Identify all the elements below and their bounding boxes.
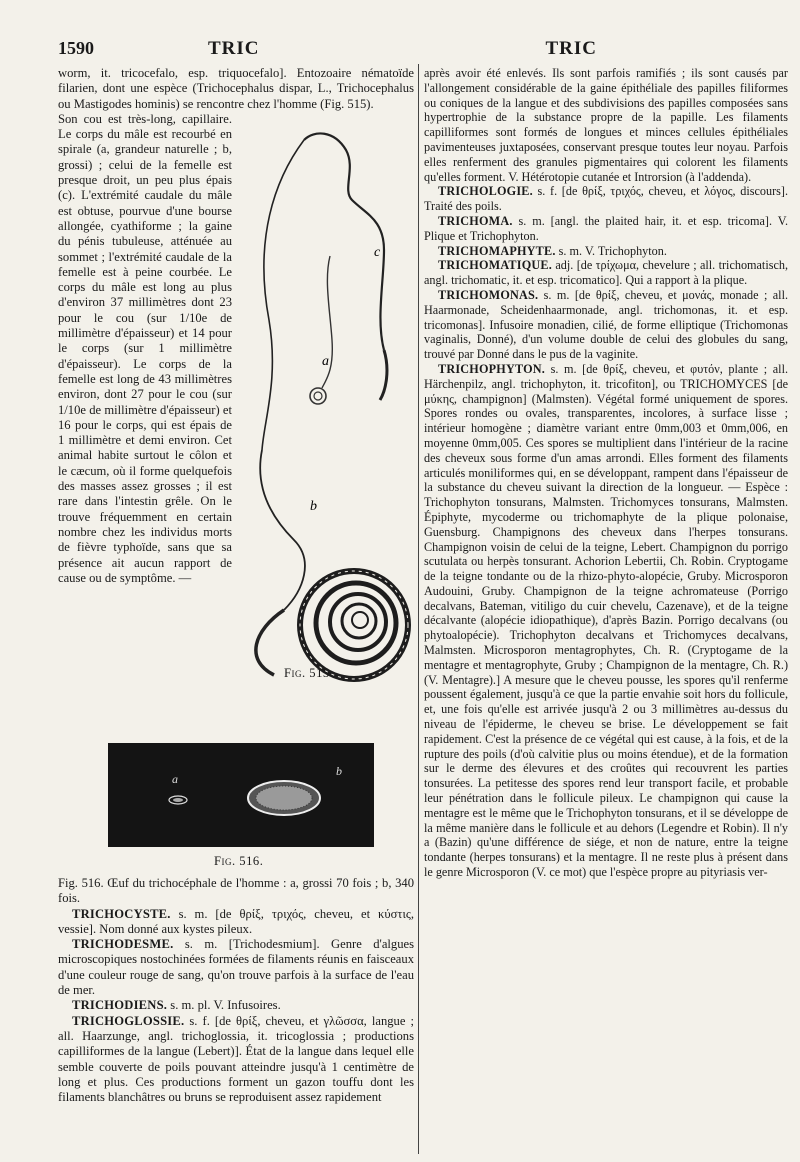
- figure-515-label-b: b: [310, 499, 317, 514]
- figure-516-legend: Fig. 516. Œuf du trichocéphale de l'homme : a, grossi 70 fois ; b, 340 fois.: [58, 876, 414, 906]
- running-head-left: TRIC: [208, 38, 260, 59]
- definition: s. m. [de θρίξ, τριχός, cheveu, et κύστις, vessie]. Nom donné aux kystes pileux.: [58, 906, 414, 936]
- column-divider: [418, 64, 419, 1154]
- entry-trichomaphyte: [424, 244, 788, 259]
- headword: TRICHOLOGIE.: [438, 184, 533, 199]
- right-column: [424, 66, 788, 880]
- entry-trichodesme: [58, 937, 414, 998]
- headword: TRICHOPHYTON.: [438, 361, 545, 376]
- entry-trichophyton: [424, 362, 788, 880]
- figure-515-label-c: c: [374, 245, 381, 260]
- entry-trichomonas: [424, 288, 788, 362]
- entry-trichologie: [424, 184, 788, 214]
- entry-trichomatique: [424, 258, 788, 288]
- headword: TRICHOMAPHYTE.: [438, 243, 556, 258]
- definition: s. f. [de θρίξ, τριχός, cheveu, et λόγος, discours]. Traité des poils.: [424, 184, 788, 214]
- headword: TRICHOMATIQUE.: [438, 258, 552, 273]
- page-header: [58, 38, 782, 62]
- trichocephale-description: Son cou est très-long, capillaire. Le corps du mâle est recourbé en spirale (a, grandeur naturelle ; b, grossi) ; celui de la femelle est presque droit, un peu plus épais (c). L'extrémité caudale du mâle est obtuse, pourvue d'une bourse allongée, cyathiforme ; la gaine du pénis tubuleuse, atténuée au sommet ; l'extrémité caudale de la femelle est à peine courbée. Le corps du mâle est long au plus d'environ 37 millimètres dont 23 pour le cou (sur 1/10e de millimètre d'épaisseur) et 14 pour le corps (sur 1 millimètre d'épaisseur). Le corps de la femelle est long de 43 millimètres environ, dont 27 pour le cou (sur 1/10e de millimètre d'épaisseur) et 16 pour le corps, qui est épais de 1 millimètre et demi environ. Cet animal habite surtout le côlon et le cæcum, où il forme quelquefois des masses assez grosses ; il est rare dans l'intestin grêle. On le trouve fréquemment en certain nombre chez les individus morts de fièvre typhoïde, sans que sa présence ait aucun rapport de cause ou de symptôme. —: [58, 111, 232, 585]
- entry-trichoglossie: [58, 1014, 414, 1106]
- definition: adj. [de τρίχωμα, chevelure ; all. trichomatisch, angl. trichomatic, it. et esp. tricomatico]. Qui a rapport à la plique.: [424, 258, 788, 288]
- figure-wrapped-text: [58, 112, 232, 586]
- headword: TRICHOMA.: [438, 213, 513, 228]
- figure-516-label-a: a: [172, 772, 178, 786]
- definition: s. f. [de θρίξ, cheveu, et γλῶσσα, langue ; all. Haarzunge, angl. trichoglossia, it. tricoglossia ; productions capilliformes de la langue (Lebert)]. État de la langue dans lequel elle semble couverte de poils pouvant atteindre jusqu'à 1 centimètre de long et plus. Ces productions forment un gazon touffu dont les filaments blanchâtres ou bruns se reproduisent assez rapidement: [58, 1013, 414, 1105]
- definition: s. m. V. Trichophyton.: [555, 243, 667, 258]
- figure-515-label-a: a: [322, 354, 329, 369]
- headword: TRICHODIENS.: [72, 998, 168, 1013]
- definition: s. m. [de θρίξ, cheveu, et μονάς, monade ; all. Haarmonade, Scheidenhaarmonade, angl. trichomonas, it. et esp. tricomonas]. Infusoire monadien, cilié, de forme elliptique (Trichomonas vaginalis, Donné), d'un volume double de celui des globules du sang, trouvé par Donné dans le pus de la vaginite.: [424, 287, 788, 362]
- left-column-lower: [58, 876, 414, 1105]
- definition: s. m. [angl. the plaited hair, it. et esp. tricoma]. V. Plique et Trichophyton.: [424, 213, 788, 243]
- running-head-right: TRIC: [545, 38, 597, 59]
- entry-trichocyste: [58, 907, 414, 938]
- figure-515-worm-illustration: [234, 120, 414, 690]
- left-column: [58, 66, 414, 1156]
- entry-trichodiens: [58, 998, 414, 1013]
- headword: TRICHOMONAS.: [438, 287, 539, 302]
- definition: s. m. [de θρίξ, cheveu, et φυτόν, plante ; all. Härchenpilz, angl. trichophyton, it. tricofiton], ou TRICHOMYCES [de μύκης, champignon] (Malmsten). Végétal formé uniquement de spores. Spores rondes ou ovales, transparentes, incolores, à surface lisse ; intérieur homogène ; diamètre variant entre 0mm,003 et 0mm,006, en moyenne 0mm,005. Ces spores se multiplient dans l'intérieur de la racine des cheveux sous forme d'un amas arrondi. Elles forment des filaments articulés moniliformes qui, en se développant, rampent dans l'épaisseur de la substance du cheveu suivant la direction de la longueur. — Espèce : Trichophyton tonsurans, Malmsten. Trichomyces tonsurans, Malmsten. Épiphyte, mycoderme ou trichomaphyte de la plique polonaise, Guensburg. Champignons des cheveux dans l'herpes tonsurans. Champignon voisin de celui de la teigne, Lebert. Champignon du porrigo scutulata ou herpès tonsurant. Achorion Lebertii, Ch. Robin. Cryptogame de la teigne tondante ou de la rhizo-phyto-alopécie, Gruby. Microsporon Audouini, Gruby. Champignon de la teigne achromateuse (Porrigo decalvans, Bateman, vitiligo du cuir chevelu, Cazenave), et de la teigne décalvante (alopécie idiopathique), d'après Bazin. Porrigo decalvans (ou phytoalopécie). Trichophyton decalvans et Trichomyces decalvans, Malmsten. Microsporon mentagrophytes, Ch. R. (Cryptogame de la mentagre et mentagrophyte, Gruby ; Champignon de la mentagre, Ch. R.) (V. Mentagre).] A mesure que le cheveu pousse, les spores qu'il renferme poussent également, jusqu'à ce que la partie envahie soit hors du follicule, et, une fois qu'elle est arrivée jusqu'à 2 ou 3 millimètres au-dessus du niveau de l'épiderme, le cheveu se brise. Le développement se fait rapidement. C'est la présence de ce végétal qui est cause, à la fois, et de la rupture des poils (d'où calvitie plus ou moins étendue), et de la formation sur le derme des élevures et des croûtes qui recouvrent les parties tonsurées. La petitesse des spores rend leur transport facile, et probable leur pénétration dans le follicule pileux. Le champignon qui cause la mentagre est le même que le Trichophyton tonsurans, et il se développe de la même manière dans le follicule et au dehors (Legendre et Robin). Il n'y a (Bazin) qu'une différence de siége, et non de nature, entre la teigne tondante (herpes tonsurans) et la mentagre. Il ne reste plus à présent dans le genre Microsporon (V. ce mot) que l'espèce propre au pityriasis ver-: [424, 361, 788, 880]
- headword: TRICHOGLOSSIE.: [72, 1013, 185, 1028]
- definition: s. m. pl. V. Infusoires.: [167, 998, 281, 1013]
- figure-516-caption: Fig. 516.: [214, 854, 264, 868]
- figure-515-caption: Fig. 515.: [284, 666, 334, 680]
- definition: s. m. [Trichodesmium]. Genre d'algues microscopiques nostochinées formées de filaments réunis en faisceaux d'une couleur rouge de sang, qu'on trouve parfois à la surface de l'eau de mer.: [58, 937, 414, 998]
- entry-continuation: worm, it. tricocefalo, esp. triquocefalo]. Entozoaire nématoïde filarien, dont une espèce (Trichocephalus dispar, L., Trichocephalus ou Mastigodes hominis) se rencontre chez l'homme (Fig. 515).: [58, 66, 414, 111]
- figure-516-egg-illustration: [108, 743, 374, 847]
- entry-continuation: après avoir été enlevés. Ils sont parfois ramifiés ; ils sont causés par l'allongement considérable de la gaine épithéliale des papilles filiformes ou coniques de la langue et des subdivisions des papilles composées sans hypertrophie de la substance propre de la papille. Les filaments capilliformes sont formés de longues et minces cellules épithéliales pavimenteuses juxtaposées, conservant presque toutes leur noyau. Parfois elles renferment des granules pigmentaires qui colorent les filaments qu'elles forment. V. Hétérotopie cutanée et Introrsion (à l'addenda).: [424, 66, 788, 184]
- entry-trichoma: [424, 214, 788, 244]
- figure-516-label-b: b: [336, 764, 342, 778]
- headword: TRICHODESME.: [72, 937, 174, 952]
- headword: TRICHOCYSTE.: [72, 906, 171, 921]
- page-number: 1590: [58, 38, 94, 58]
